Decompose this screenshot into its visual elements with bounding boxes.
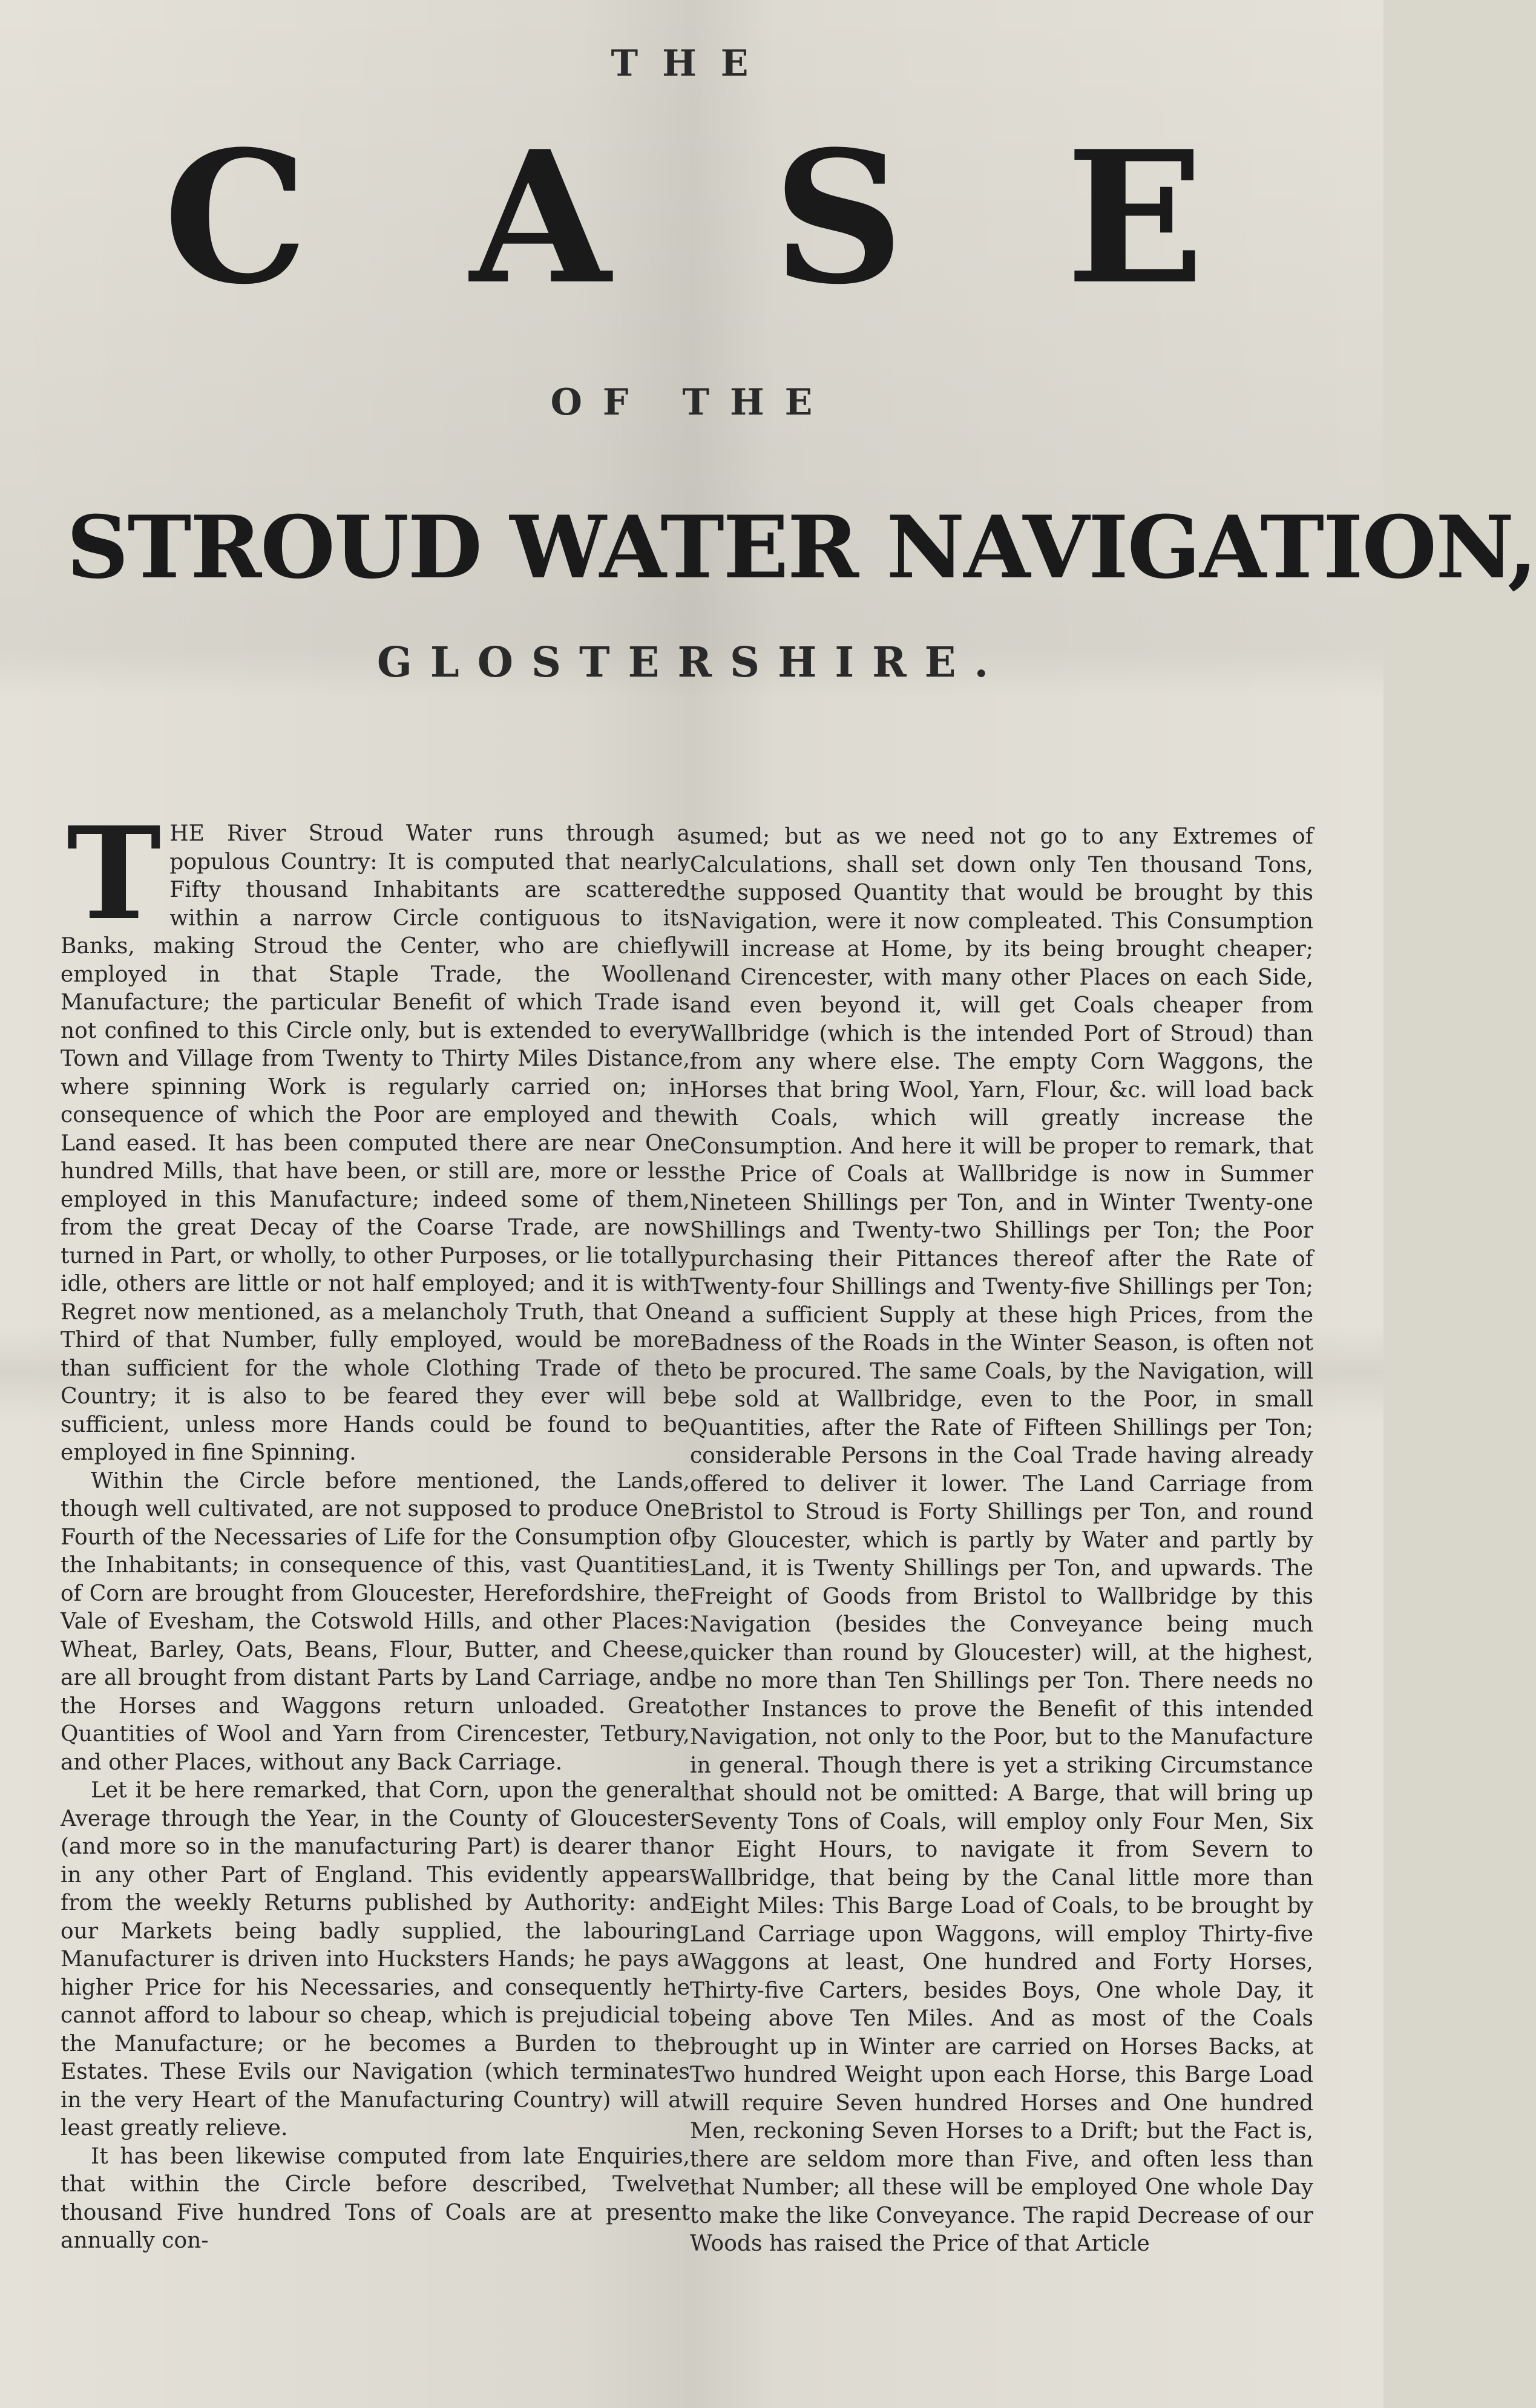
text-column-right [690, 823, 1313, 2259]
drop-cap: T [67, 799, 162, 948]
case-letter-c: C [163, 111, 308, 324]
heading-county: GLOSTERSHIRE. [376, 638, 1007, 687]
heading-of-the: OF THE [550, 381, 833, 424]
case-letter-e: E [1066, 111, 1204, 324]
text-column-left [61, 799, 690, 2255]
paragraph: Let it be here remarked, that Corn, upon the general Average through the Year, in the County of Gloucester (and more so in the manufacturing Part) is dearer than in any other Part of England. This evidently appears from the weekly Returns published by Authority: and our Markets being badly supplied, the labouring Manufacturer is driven into Hucksters Hands; he pays a higher Price for his Necessaries, and consequently he cannot afford to labour so cheap, which is prejudicial to the Manufacture; or he becomes a Burden to the Estates. These Evils our Navigation (which terminates in the very Heart of the Manufacturing Country) will at least greatly relieve. [61, 1778, 690, 2141]
paragraph: It has been likewise computed from late Enquiries, that within the Circle before described, Twelve thousand Five hundred Tons of Coals are at present annually con- [61, 2144, 690, 2253]
heading-main-title: STROUD WATER NAVIGATION, [67, 497, 1536, 598]
case-letter-s: S [772, 111, 904, 324]
case-letter-a: A [470, 111, 611, 324]
heading-the: THE [611, 42, 773, 85]
paragraph: sumed; but as we need not go to any Extremes of Calculations, shall set down only Ten thousand Tons, the supposed Quantity that would be brought by this Navigation, were it now compleated. This Consumption will increase at Home, by its being brought cheaper; and Cirencester, with many other Places on each Side, and even beyond it, will get Coals cheaper from Wallbridge (which is the intended Port of Stroud) than from any where else. The empty Corn Waggons, the Horses that bring Wool, Yarn, Flour, &c. will load back with Coals, which will greatly increase the Consumption. And here it will be proper to remark, that the Price of Coals at Wallbridge is now in Summer Nineteen Shillings per Ton, and in Winter Twenty-one Shillings and Twenty-two Shillings per Ton; the Poor purchasing their Pittances thereof after the Rate of Twenty-four Shillings and Twenty-five Shillings per Ton; and a sufficient Supply at these high Prices, from the Badness of the Roads in the Winter Season, is often not to be procured. The same Coals, by the Navigation, will be sold at Wallbridge, even to the Poor, in small Quantities, after the Rate of Fifteen Shillings per Ton; considerable Persons in the Coal Trade having already offered to deliver it lower. The Land Carriage from Bristol to Stroud is Forty Shillings per Ton, and round by Gloucester, which is partly by Water and partly by Land, it is Twenty Shillings per Ton, and upwards. The Freight of Goods from Bristol to Wallbridge by this Navigation (besides the Conveyance being much quicker than round by Gloucester) will, at the highest, be no more than Ten Shillings per Ton. There needs no other Instances to prove the Benefit of this intended Navigation, not only to the Poor, but to the Manufacture in general. Though there is yet a striking Circumstance that should not be omitted: A Barge, that will bring up Seventy Tons of Coals, will employ only Four Men, Six or Eight Hours, to navigate it from Severn to Wallbridge, that being by the Canal little more than Eight Miles: This Barge Load of Coals, to be brought by Land Carriage upon Waggons, will employ Thirty-five Waggons at least, One hundred and Forty Horses, Thirty-five Carters, besides Boys, One whole Day, it being above Ten Miles. And as most of the Coals brought up in Winter are carried on Horses Backs, at Two hundred Weight upon each Horse, this Barge Load will require Seven hundred Horses and One hundred Men, reckoning Seven Horses to a Drift; but the Fact is, there are seldom more than Five, and often less than that Number; all these will be employed One whole Day to make the like Conveyance. The rapid Decrease of our Woods has raised the Price of that Article [690, 824, 1313, 2256]
heading-case [163, 111, 1204, 324]
paragraph-text: HE River Stroud Water runs through a populous Country: It is computed that nearly Fifty thousand Inhabitants are scattered within a narrow Circle contiguous to its Banks, making Stroud the Center, who are chiefly employed in that Staple Trade, the Woollen Manufacture; the particular Benefit of which Trade is not confined to this Circle only, but is extended to every Town and Village from Twenty to Thirty Miles Distance, where spinning Work is regularly carried on; in consequence of which the Poor are employed and the Land eased. It has been computed there are near One hundred Mills, that have been, or still are, more or less employed in this Manufacture; indeed some of them, from the great Decay of the Coarse Trade, are now turned in Part, or wholly, to other Purposes, or lie totally idle, others are little or not half employed; and it is with Regret now mentioned, as a melancholy Truth, that One Third of that Number, fully employed, would be more than sufficient for the whole Clothing Trade of the Country; it is also to be feared they ever will be sufficient, unless more Hands could be found to be employed in fine Spinning. [61, 821, 690, 1465]
paragraph [61, 799, 690, 1468]
paragraph: Within the Circle before mentioned, the Lands, though well cultivated, are not supposed to produce One Fourth of the Necessaries of Life for the Consumption of the Inhabitants; in consequence of this, vast Quantities of Corn are brought from Gloucester, Herefordshire, the Vale of Evesham, the Cotswold Hills, and other Places: Wheat, Barley, Oats, Beans, Flour, Butter, and Cheese, are all brought from distant Parts by Land Carriage, and the Horses and Waggons return unloaded. Great Quantities of Wool and Yarn from Cirencester, Tetbury, and other Places, without any Back Carriage. [61, 1468, 690, 1775]
